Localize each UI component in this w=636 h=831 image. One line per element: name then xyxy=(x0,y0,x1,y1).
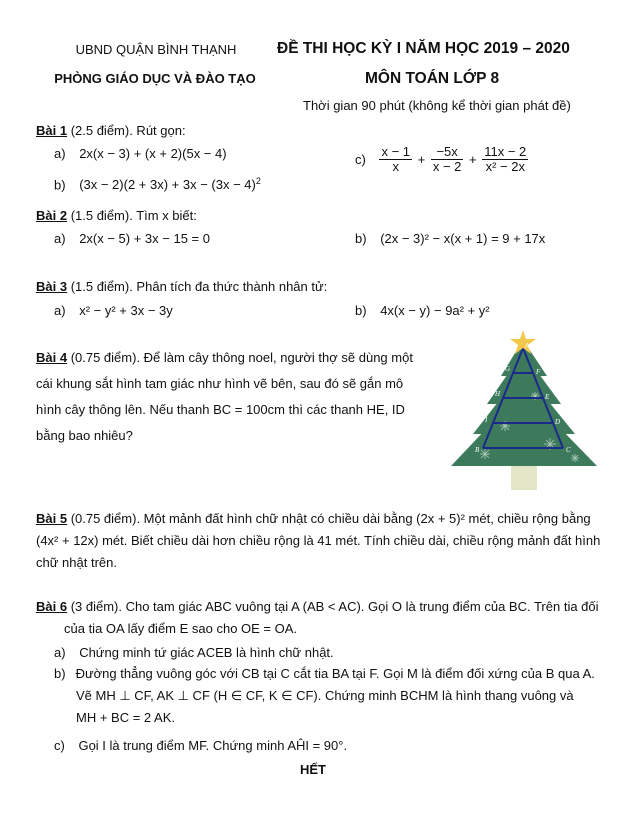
bai2-b-label: b) xyxy=(355,231,367,246)
exam-title: ĐỀ THI HỌC KỲ I NĂM HỌC 2019 – 2020 xyxy=(277,40,570,57)
plus-sign-1: + xyxy=(417,152,426,167)
bai1-c-frac3 xyxy=(482,145,528,174)
bai6-line2: của tia OA lấy điểm E sao cho OE = OA. xyxy=(64,621,298,636)
bai4-line4: bằng bao nhiêu? xyxy=(36,428,133,443)
frac1-num: x − 1 xyxy=(381,144,411,159)
label-h: H xyxy=(495,390,501,398)
bai1-b xyxy=(54,172,261,194)
bai1-b-label: b) xyxy=(54,177,66,193)
frac2-den: x − 2 xyxy=(432,159,462,174)
bai6-b xyxy=(54,663,614,729)
bai6-a-label: a) xyxy=(54,645,66,660)
bai1-a-expr: 2x(x − 3) + (x + 2)(5x − 4) xyxy=(79,146,227,161)
label-b: B xyxy=(475,446,480,454)
bai6-b-line2: Vẽ MH ⊥ CF, AK ⊥ CF (H ∈ CF, K ∈ CF). Chứng minh BCHM là hình thang vuông và xyxy=(76,688,574,703)
bai5-line1: (0.75 điểm). Một mảnh đất hình chữ nhật có chiều dài bằng (2x + 5)² mét, chiều rộng bằng xyxy=(67,511,591,526)
bai5-text xyxy=(36,508,606,574)
bai2-b xyxy=(355,230,545,248)
bai3-b-label: b) xyxy=(355,303,367,318)
plus-sign-2: + xyxy=(469,152,477,167)
bai1-heading xyxy=(36,122,186,140)
bai6-b-line1: Đường thẳng vuông góc với CB tại C cắt tia BA tại F. Gọi M là điểm đối xứng của B qua A. xyxy=(75,666,595,681)
end-marker: HẾT xyxy=(300,762,326,777)
department-name: PHÒNG GIÁO DỤC VÀ ĐÀO TẠO xyxy=(54,71,256,86)
bai4-text xyxy=(36,345,446,449)
bai4-label: Bài 4 xyxy=(36,350,68,365)
bai6-label: Bài 6 xyxy=(36,599,68,614)
bai6-b-line3: MH + BC = 2 AK. xyxy=(76,710,175,725)
bai3-heading xyxy=(36,278,327,296)
bai6-b-label: b) xyxy=(54,666,66,681)
bai1-c-label: c) xyxy=(355,152,366,167)
bai2-text: (1.5 điểm). Tìm x biết: xyxy=(67,208,197,223)
bai5-label: Bài 5 xyxy=(36,511,68,526)
tree-trunk xyxy=(511,462,537,490)
bai1-c xyxy=(355,145,530,174)
label-c: C xyxy=(566,446,571,454)
time-note: Thời gian 90 phút (không kể thời gian phát đề) xyxy=(303,98,571,113)
district-name: UBND QUẬN BÌNH THẠNH xyxy=(75,42,237,57)
label-a: A xyxy=(525,342,530,350)
bai4-line1: (0.75 điểm). Để làm cây thông noel, người thợ sẽ dùng một xyxy=(67,350,413,365)
bai4-line3: hình cây thông lên. Nếu thanh BC = 100cm thì các thanh HE, ID xyxy=(36,402,405,417)
bai5-line3: chữ nhật trên. xyxy=(36,555,117,570)
bai2-b-expr: (2x − 3)² − x(x + 1) = 9 + 17x xyxy=(380,231,546,246)
bai1-c-frac2 xyxy=(431,145,464,174)
bai2-heading xyxy=(36,207,197,225)
bai3-text: (1.5 điểm). Phân tích đa thức thành nhân tử: xyxy=(67,279,328,294)
bai3-b-expr: 4x(x − y) − 9a² + y² xyxy=(380,303,490,318)
label-f: F xyxy=(536,368,541,376)
bai1-a-label: a) xyxy=(54,146,66,161)
bai1-c-frac1 xyxy=(379,145,412,174)
bai3-b xyxy=(355,302,490,320)
bai1-label: Bài 1 xyxy=(36,123,68,138)
bai6-c-label: c) xyxy=(54,738,65,753)
bai1-b-expr: (3x − 2)(2 + 3x) + 3x − (3x − 4) xyxy=(79,177,256,193)
bai2-a-expr: 2x(x − 5) + 3x − 15 = 0 xyxy=(79,231,210,246)
bai6-c-text: Gọi I là trung điểm MF. Chứng minh AĤI = 90°. xyxy=(78,738,348,753)
bai6-line1: (3 điểm). Cho tam giác ABC vuông tại A (AB < AC). Gọi O là trung điểm của BC. Trên tia đối xyxy=(67,599,599,614)
bai3-a-label: a) xyxy=(54,303,66,318)
bai3-a xyxy=(54,302,173,320)
bai1-text: (2.5 điểm). Rút gọn: xyxy=(67,123,186,138)
bai3-a-expr: x² − y² + 3x − 3y xyxy=(79,303,173,318)
bai1-b-exp: 2 xyxy=(255,176,261,186)
label-d: D xyxy=(555,418,561,426)
bai6-a xyxy=(54,644,334,662)
bai4-line2: cái khung sắt hình tam giác như hình vẽ bên, sau đó sẽ gắn mô xyxy=(36,376,404,391)
subject-title: MÔN TOÁN LỚP 8 xyxy=(365,70,500,87)
label-i: I xyxy=(485,416,488,424)
bai2-label: Bài 2 xyxy=(36,208,68,223)
frac2-num: −5x xyxy=(431,145,464,160)
frac3-num: 11x − 2 xyxy=(484,144,527,159)
bai2-a xyxy=(54,230,210,248)
frac1-den: x xyxy=(392,159,399,174)
bai1-a xyxy=(54,145,227,163)
bai2-a-label: a) xyxy=(54,231,66,246)
bai6-intro xyxy=(36,596,606,640)
label-g: G xyxy=(505,365,511,373)
bai6-c xyxy=(54,737,347,755)
bai5-line2: (4x² + 12x) mét. Biết chiều dài hơn chiều rộng là 41 mét. Tính chiều dài, chiều rộng mảnh đất hình xyxy=(36,533,601,548)
label-e: E xyxy=(545,393,550,401)
frac3-den: x² − 2x xyxy=(485,159,525,174)
bai6-a-text: Chứng minh tứ giác ACEB là hình chữ nhật. xyxy=(79,645,334,660)
bai3-label: Bài 3 xyxy=(36,279,68,294)
christmas-tree-figure xyxy=(445,326,605,492)
